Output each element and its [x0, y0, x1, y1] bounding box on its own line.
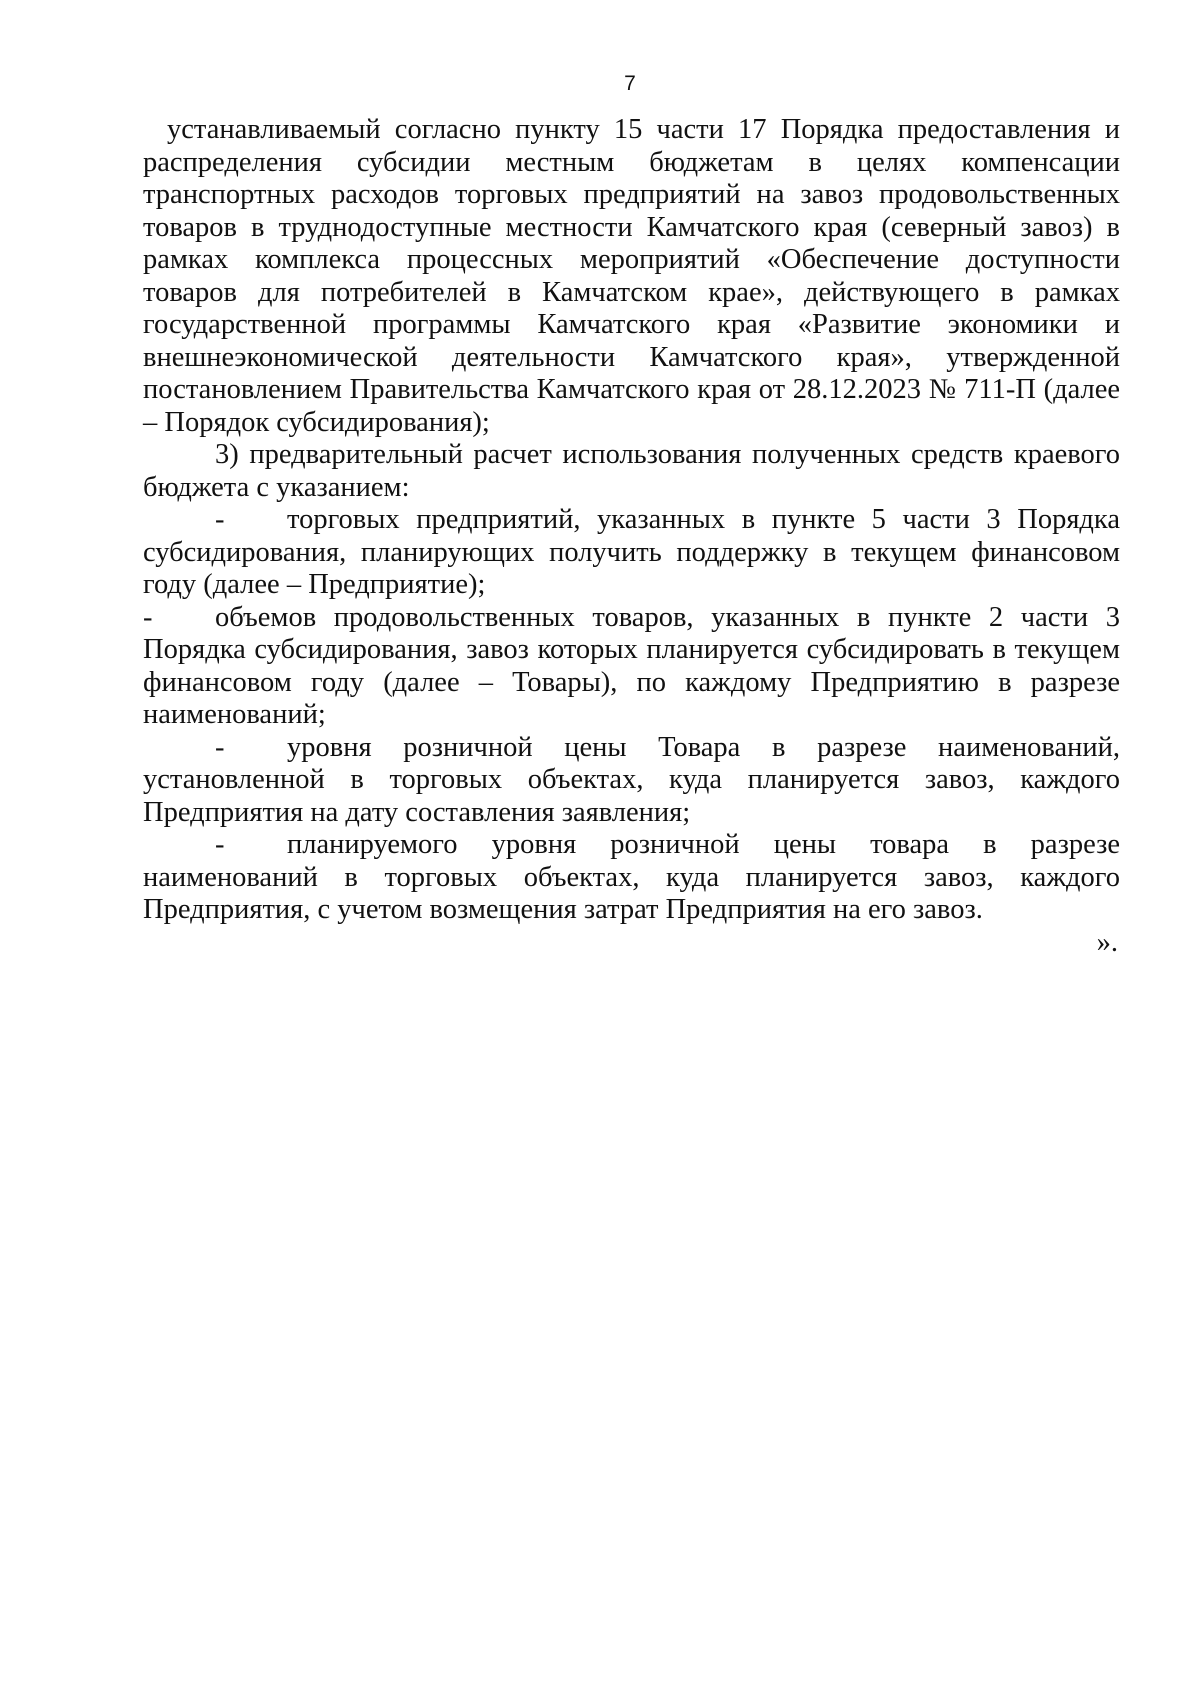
- list-item-planned-price: [143, 829, 1120, 927]
- page-number: 7: [624, 72, 636, 95]
- list-item-volumes: [143, 602, 1120, 732]
- list-dash: -: [215, 504, 225, 535]
- list-item-text: торговых предприятий, указанных в пункте 5 части 3 Порядка субсидирования, планирующих получить поддержку в текущем финансовом году (далее – Предприятие);: [143, 504, 1120, 600]
- list-item-text: уровня розничной цены Товара в разрезе наименований, установленной в торговых объектах, куда планируется завоз, каждого Предприятия на дату составления заявления;: [143, 731, 1120, 828]
- list-item-enterprises: [143, 504, 1120, 602]
- paragraph-order-reference: устанавливаемый согласно пункту 15 части 17 Порядка предоставления и распределения субсидии местным бюджетам в целях компенсации транспортных расходов торговых предприятий на завоз продовольственных товаров в труднодоступные местности Камчатского края (северный завоз) в рамках комплекса процессных мероприятий «Обеспечение доступности товаров для потребителей в Камчатском крае», действующего в рамках государственной программы Камчатского края «Развитие экономики и внешнеэкономической деятельности Камчатского края», утвержденной постановлением Правительства Камчатского края от 28.12.2023 № 711-П (далее – Порядок субсидирования);: [143, 114, 1120, 438]
- document-body: [143, 114, 1120, 959]
- closing-quote-mark: ».: [1096, 926, 1118, 958]
- paragraph-preliminary-calculation: 3) предварительный расчет использования полученных средств краевого бюджета с указанием:: [143, 439, 1120, 503]
- list-item-retail-price: [143, 732, 1120, 830]
- list-item-text: планируемого уровня розничной цены товара в разрезе наименований в торговых объектах, куда планируется завоз, каждого Предприятия, с учетом возмещения затрат Предприятия на его завоз.: [143, 829, 1120, 925]
- list-dash: -: [143, 601, 153, 633]
- list-item-text: объемов продовольственных товаров, указанных в пункте 2 части 3 Порядка субсидирования, завоз которых планируется субсидировать в текущем финансовом году (далее – Товары), по каждому Предприятию в разрезе наименований;: [143, 601, 1120, 730]
- list-dash: -: [215, 829, 225, 860]
- list-dash: -: [215, 731, 225, 763]
